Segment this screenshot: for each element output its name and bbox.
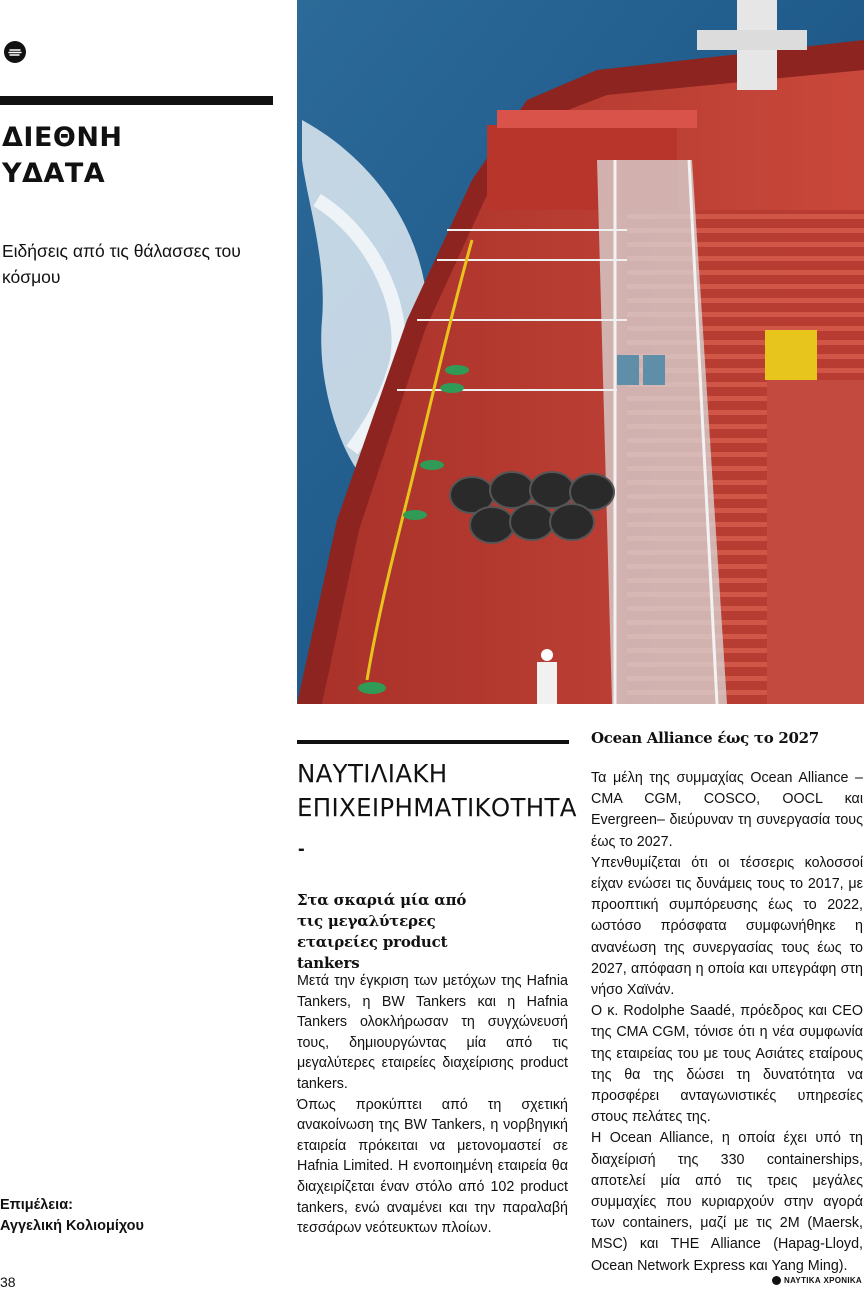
credit-name: Αγγελική Κολιομίχου (0, 1218, 144, 1234)
section-logo-icon (4, 41, 26, 63)
credit-block (0, 1195, 200, 1237)
ocean-alliance-body (591, 768, 863, 1277)
tanker-deck-photo (297, 0, 864, 704)
brand-footer (772, 1276, 862, 1285)
article-paragraph: Η Ocean Alliance, η οποία έχει υπό τη διαχείρισή της 330 containerships, αποτελεί μία από τις τρεις μεγάλες συμμαχίες που κυριαρχούν στην αγορά των containers, μαζί με τις 2M (Maersk, MSC) και THE Alliance (Hapag-Lloyd, Ocean Network Express και Yang Ming). (591, 1130, 863, 1274)
article-headline: Στα σκαριά μία από τις μεγαλύτερες εταιρείες product tankers (297, 891, 467, 972)
section-title-line1: ΔΙΕΘΝΗ (2, 122, 123, 153)
article-section-title-line2: ΕΠΙΧΕΙΡΗΜΑΤΙΚΟΤΗΤΑ (297, 793, 577, 822)
article-paragraph: Υπενθυμίζεται ότι οι τέσσερις κολοσσοί είχαν ενώσει τις δυνάμεις τους το 2017, με προοπτική συμπόρευσης έως το 2022, ωστόσο πρόσφατα συμφωνήθηκε η ανανέωση της συνεργασίας τους έως το 2027, απόφαση η οποία και υπεγράφη στη νήσο Χαϊνάν. (591, 854, 863, 999)
article-paragraph: Όπως προκύπτει από τη σχετική ανακοίνωση της BW Tankers, η νορβηγική εταιρεία πρόκειται να μετονομαστεί σε Hafnia Limited. Η ενοποιημένη εταιρεία θα διαχειρίζεται έναν στόλο από 102 product tankers, ενώ αναμένει και την παραλαβή τεσσάρων νεότευκτων πλοίων. (297, 1096, 568, 1237)
article-paragraph: Τα μέλη της συμμαχίας Ocean Alliance –CMA CGM, COSCO, OOCL και Evergreen– διεύρυναν τη συνεργασία τους έως το 2027. (591, 770, 863, 850)
article-rule (297, 740, 569, 744)
section-rule (0, 96, 273, 105)
article-section-title-line1: ΝΑΥΤΙΛΙΑΚΗ (297, 759, 448, 788)
brand-logo-icon (772, 1276, 781, 1285)
ocean-alliance-headline: Ocean Alliance έως το 2027 (591, 729, 819, 747)
page-number: 38 (0, 1274, 16, 1290)
article-paragraph: Μετά την έγκριση των μετόχων της Hafnia Tankers, η BW Tankers και η Hafnia Tankers ολοκλήρωσαν τη συγχώνευσή τους, δημιουργώντας μία από τις μεγαλύτερες εταιρείες διαχείρισης product tankers. (297, 973, 568, 1092)
credit-label: Επιμέλεια: (0, 1197, 73, 1213)
section-subtitle: Ειδήσεις από τις θάλασσες του κόσμου (2, 241, 241, 287)
section-title-line2: ΥΔΑΤΑ (2, 158, 106, 189)
section-title (2, 120, 262, 192)
article-body (297, 971, 568, 1239)
article-paragraph: Ο κ. Rodolphe Saadé, πρόεδρος και CEO της CMA CGM, τόνισε ότι η νέα συμφωνία της εταιρείας του με τους Ασιάτες εταίρους της θα της δώσει τη δυνατότητα να προσφέρει ανταγωνιστικές υπηρεσίες στους πελάτες της. (591, 1003, 863, 1126)
article-section-title (297, 757, 577, 825)
title-dash: - (298, 838, 305, 860)
brand-name: ΝΑΥΤΙΚΑ ΧΡΟΝΙΚΑ (784, 1276, 862, 1285)
